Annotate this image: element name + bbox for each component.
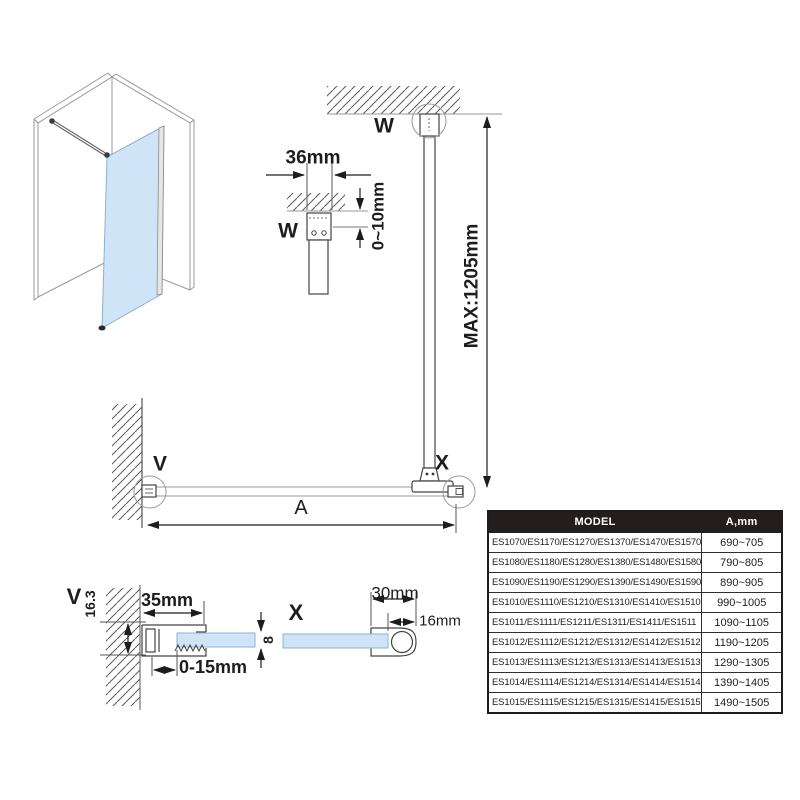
corner-bracket-label: X xyxy=(434,451,450,475)
detail-w-label: W xyxy=(278,219,298,243)
model-cell: ES1080/ES1180/ES1280/ES1380/ES1480/ES1580 xyxy=(488,553,702,573)
table-row xyxy=(488,533,782,553)
ceiling-hatch xyxy=(327,86,460,114)
profile-height-dim-label: 16.3 xyxy=(82,590,98,618)
model-table-body xyxy=(488,533,782,714)
model-cell: ES1015/ES1115/ES1215/ES1315/ES1415/ES1515 xyxy=(488,693,702,714)
a-mm-cell: 1390~1405 xyxy=(702,673,783,693)
model-cell: ES1070/ES1170/ES1270/ES1370/ES1470/ES1570 xyxy=(488,533,702,553)
a-mm-column-header: A,mm xyxy=(702,511,783,533)
table-row xyxy=(488,593,782,613)
glass-section-x xyxy=(283,634,388,648)
ceiling-bracket-label: W xyxy=(374,114,394,138)
model-cell: ES1014/ES1114/ES1214/ES1314/ES1414/ES1514 xyxy=(488,673,702,693)
detail-x-label: X xyxy=(288,600,304,625)
profile-width-dim-label: 35mm xyxy=(140,590,194,610)
a-mm-cell: 1490~1505 xyxy=(702,693,783,714)
glass-section-v xyxy=(177,633,255,647)
width-dim-label: A xyxy=(294,497,308,519)
table-row xyxy=(488,633,782,653)
a-mm-cell: 1290~1305 xyxy=(702,653,783,673)
ceiling-bracket xyxy=(420,114,439,136)
vertical-bar xyxy=(424,136,435,468)
a-mm-cell: 1190~1205 xyxy=(702,633,783,653)
shower-3d-view xyxy=(34,73,194,331)
table-header-row xyxy=(488,511,782,533)
glass-clamp xyxy=(412,481,453,492)
a-mm-cell: 790~805 xyxy=(702,553,783,573)
wall-bracket xyxy=(142,485,156,497)
glass-top-view xyxy=(142,487,452,496)
bar-cross-section xyxy=(392,632,413,653)
model-cell: ES1013/ES1113/ES1213/ES1313/ES1413/ES1513 xyxy=(488,653,702,673)
model-cell: ES1011/ES1111/ES1211/ES1311/ES1411/ES1511 xyxy=(488,613,702,633)
model-cell: ES1090/ES1190/ES1290/ES1390/ES1490/ES1590 xyxy=(488,573,702,593)
a-mm-cell: 690~705 xyxy=(702,533,783,553)
glass-thickness-dim-label: 8 xyxy=(260,636,276,644)
glass-adjust-dim-label: 0-15mm xyxy=(178,657,248,677)
table-row xyxy=(488,573,782,593)
end-bracket xyxy=(448,486,463,497)
table-row xyxy=(488,653,782,673)
table-row xyxy=(488,553,782,573)
model-table xyxy=(487,510,783,714)
model-cell: ES1010/ES1110/ES1210/ES1310/ES1410/ES1510 xyxy=(488,593,702,613)
table-row xyxy=(488,673,782,693)
bar-offset-dim-label: 16mm xyxy=(419,612,461,630)
model-cell: ES1012/ES1112/ES1212/ES1312/ES1412/ES1512 xyxy=(488,633,702,653)
glass-panel-3d xyxy=(102,126,164,328)
clamp-width-dim-label: 30mm xyxy=(371,583,419,603)
a-mm-cell: 990~1005 xyxy=(702,593,783,613)
table-row xyxy=(488,693,782,714)
wall-bracket-label: V xyxy=(152,452,168,476)
bracket-width-dim-label: 36mm xyxy=(285,147,341,169)
model-column-header: MODEL xyxy=(488,511,702,533)
ceiling-adjust-dim-label: 0~10mm xyxy=(368,181,388,251)
max-height-dim-label: MAX:1205mm xyxy=(461,223,483,349)
a-mm-cell: 1090~1105 xyxy=(702,613,783,633)
a-mm-cell: 890~905 xyxy=(702,573,783,593)
table-row xyxy=(488,613,782,633)
detail-v-label: V xyxy=(66,584,82,609)
